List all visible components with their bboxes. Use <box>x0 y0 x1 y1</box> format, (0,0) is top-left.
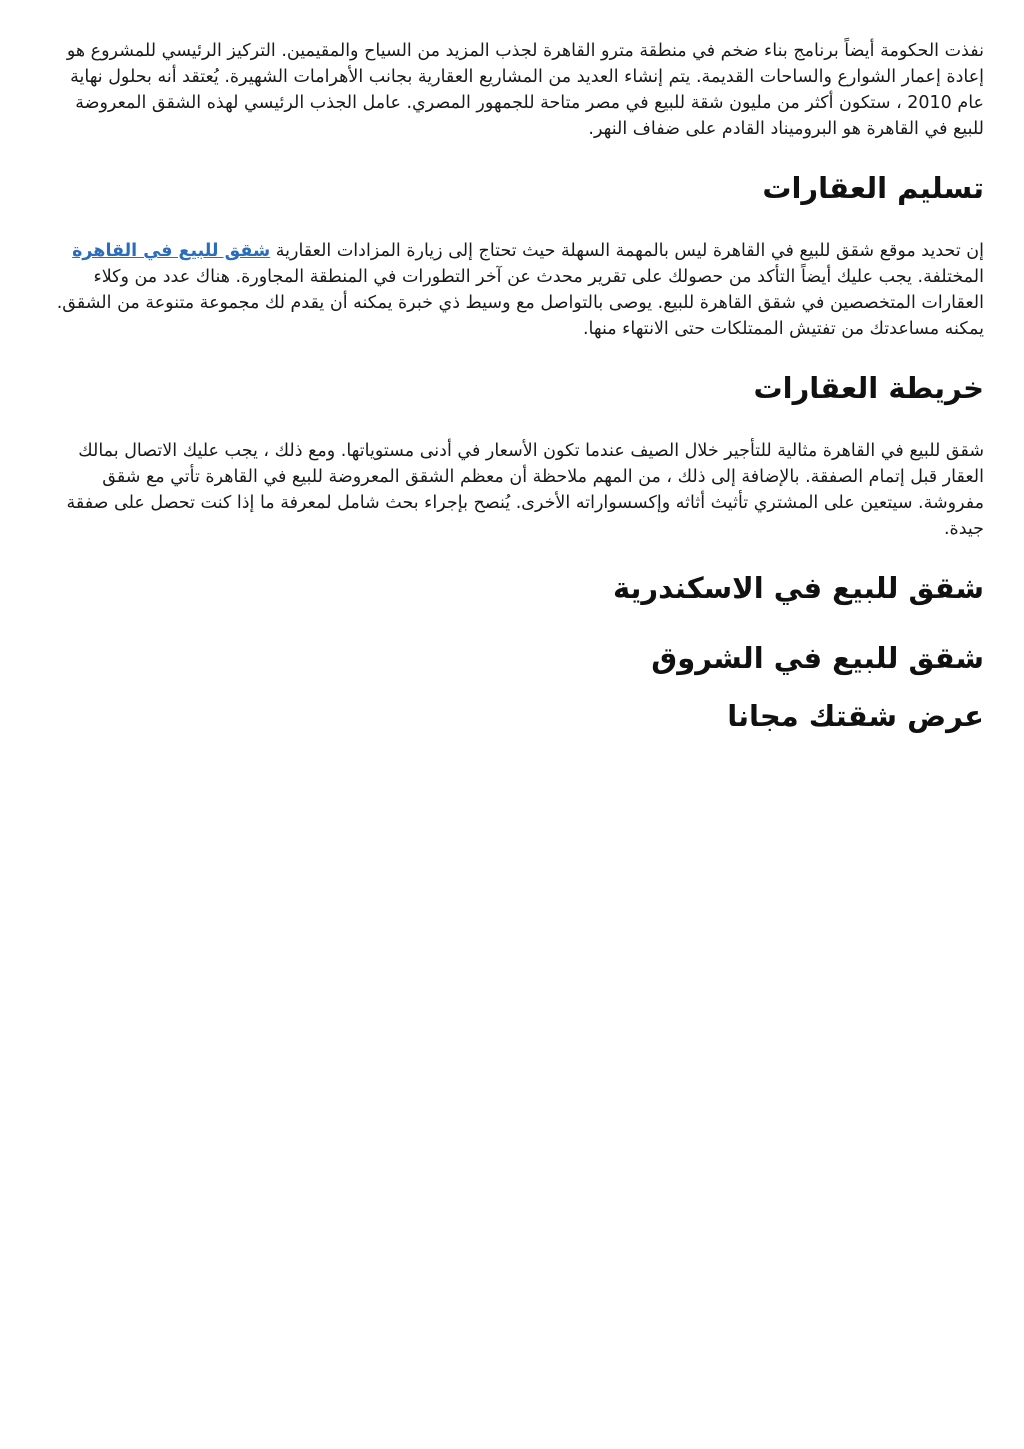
heading-property-map: خريطة العقارات <box>753 371 984 405</box>
intro-paragraph: نفذت الحكومة أيضاً برنامج بناء ضخم في منطقة مترو القاهرة لجذب المزيد من السياح والمقيمين. التركيز الرئيسي للمشروع هو إعادة إعمار الشوارع والساحات القديمة. يتم إنشاء العديد من المشاريع العقارية بجانب الأهرامات الشهيرة. يُعتقد أنه بحلول نهاية عام 2010 ، ستكون أكثر من مليون شقة للبيع في مصر متاحة للجمهور المصري. عامل الجذب الرئيسي لهذه الشقق المعروضة للبيع في القاهرة هو البروميناد القادم على ضفاف النهر. <box>66 41 984 139</box>
apartments-cairo-link[interactable]: شقق للبيع في القاهرة <box>72 241 271 261</box>
delivery-text-end: المختلفة. يجب عليك أيضاً التأكد من حصولك على تقرير محدث عن آخر التطورات في المنطقة المجاورة. هناك عدد من وكلاء العقارات المتخصصين في شقق القاهرة للبيع. يوصى بالتواصل مع وسيط ذي خبرة يمكنه أن يقدم لك مجموعة متنوعة من الشقق. يمكنه مساعدتك من تفتيش الممتلكات حتى الانتهاء منها. <box>56 267 984 339</box>
heading-free-listing: عرض شقتك مجانا <box>727 699 984 733</box>
heading-property-delivery: تسليم العقارات <box>762 171 984 205</box>
heading-alexandria-apartments: شقق للبيع في الاسكندرية <box>612 571 984 605</box>
map-paragraph: شقق للبيع في القاهرة مثالية للتأجير خلال الصيف عندما تكون الأسعار في أدنى مستوياتها. ومع ذلك ، يجب عليك الاتصال بمالك العقار قبل إتمام الصفقة. بالإضافة إلى ذلك ، من المهم ملاحظة أن معظم الشقق المعروضة للبيع في القاهرة تأتي مع شقق مفروشة. سيتعين على المشتري تأثيث أثاثه وإكسسواراته الأخرى. يُنصح بإجراء بحث شامل لمعرفة ما إذا كنت تحصل على صفقة جيدة. <box>66 441 984 539</box>
delivery-text-start: إن تحديد موقع شقق للبيع في القاهرة ليس بالمهمة السهلة حيث تحتاج إلى زيارة المزادات العقارية <box>275 241 984 261</box>
delivery-paragraph <box>50 238 984 342</box>
heading-shorouk-apartments: شقق للبيع في الشروق <box>651 641 984 675</box>
